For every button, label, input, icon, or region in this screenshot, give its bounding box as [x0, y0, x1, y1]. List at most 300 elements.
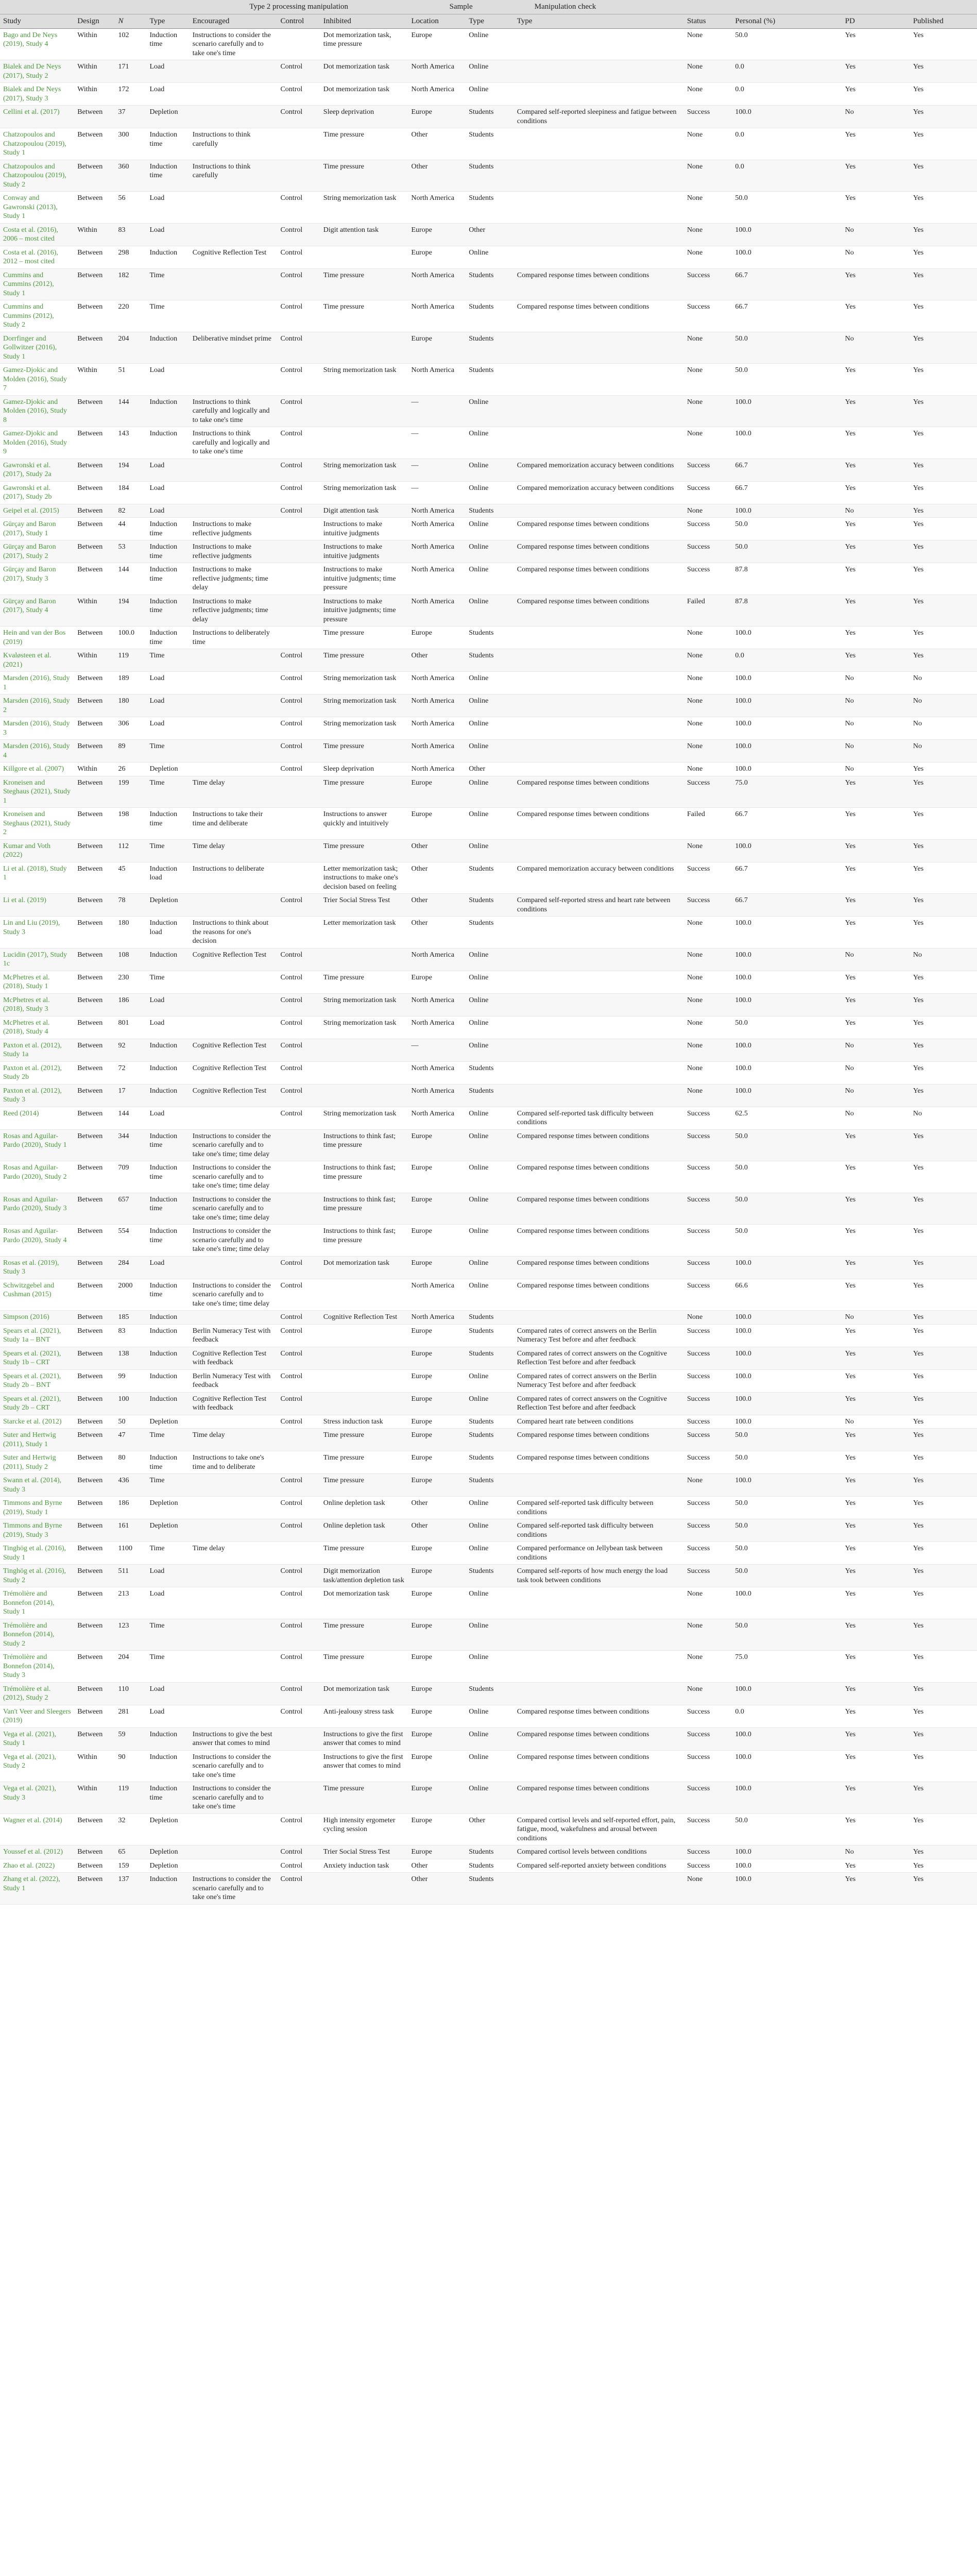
study-cell[interactable]: Zhang et al. (2022), Study 1: [0, 1873, 74, 1905]
n-cell: 44: [115, 518, 147, 540]
col-n: N: [115, 14, 147, 28]
published-cell: Yes: [910, 1565, 977, 1587]
personal-cell: 50.0: [732, 1542, 842, 1565]
design-cell: Between: [74, 894, 115, 917]
type-cell: Time: [146, 1474, 189, 1497]
status-cell: Success: [684, 1129, 732, 1161]
study-cell[interactable]: Timmons and Byrne (2019), Study 1: [0, 1497, 74, 1519]
published-cell: Yes: [910, 1039, 977, 1061]
study-cell[interactable]: McPhetres et al. (2018), Study 4: [0, 1016, 74, 1039]
published-cell: Yes: [910, 60, 977, 83]
check-type-cell: Compared response times between conditions: [514, 1451, 684, 1474]
table-row: [0, 1429, 977, 1451]
personal-cell: 50.0: [732, 1161, 842, 1193]
location-cell: North America: [408, 1279, 466, 1311]
status-cell: Success: [684, 1369, 732, 1392]
encouraged-cell: [190, 459, 278, 481]
n-cell: 1100: [115, 1542, 147, 1565]
pd-cell: Yes: [842, 1651, 910, 1683]
type-cell: Induction time: [146, 595, 189, 626]
table-row: [0, 1727, 977, 1750]
location-cell: North America: [408, 993, 466, 1016]
inhibited-cell: [320, 1873, 408, 1905]
sample-type-cell: Students: [466, 160, 513, 192]
pd-cell: Yes: [842, 192, 910, 224]
location-cell: Europe: [408, 1161, 466, 1193]
table-header: [0, 0, 977, 28]
check-type-cell: Compared response times between conditions: [514, 563, 684, 595]
sample-type-cell: Online: [466, 1225, 513, 1257]
check-type-cell: [514, 1474, 684, 1497]
study-cell[interactable]: Gürçay and Baron (2017), Study 2: [0, 540, 74, 563]
table-row: [0, 1873, 977, 1905]
location-cell: North America: [408, 268, 466, 300]
status-cell: None: [684, 128, 732, 160]
table-row: [0, 1347, 977, 1369]
type-cell: Induction time: [146, 518, 189, 540]
location-cell: Europe: [408, 776, 466, 808]
study-cell[interactable]: Zhao et al. (2022): [0, 1859, 74, 1873]
study-cell[interactable]: Gamez-Djokic and Molden (2016), Study 9: [0, 427, 74, 459]
inhibited-cell: Time pressure: [320, 776, 408, 808]
type-cell: Induction: [146, 1727, 189, 1750]
type-cell: Time: [146, 1429, 189, 1451]
check-type-cell: Compared rates of correct answers on the Berlin Numeracy Test before and after feedback: [514, 1324, 684, 1347]
study-cell[interactable]: Trémolière and Bonnefon (2014), Study 3: [0, 1651, 74, 1683]
encouraged-cell: [190, 364, 278, 396]
control-cell: [277, 1542, 320, 1565]
check-type-cell: Compared response times between conditions: [514, 1225, 684, 1257]
location-cell: Europe: [408, 1193, 466, 1225]
published-cell: Yes: [910, 1256, 977, 1279]
study-cell[interactable]: Vega et al. (2021), Study 1: [0, 1727, 74, 1750]
control-cell: Control: [277, 1519, 320, 1542]
status-cell: Success: [684, 1107, 732, 1129]
pd-cell: Yes: [842, 1129, 910, 1161]
n-cell: 360: [115, 160, 147, 192]
study-cell[interactable]: McPhetres et al. (2018), Study 1: [0, 971, 74, 993]
pd-cell: No: [842, 740, 910, 762]
location-cell: Europe: [408, 1369, 466, 1392]
encouraged-cell: [190, 106, 278, 128]
design-cell: Between: [74, 672, 115, 694]
table-row: [0, 1814, 977, 1845]
personal-cell: 100.0: [732, 246, 842, 268]
type-cell: Induction: [146, 1084, 189, 1107]
n-cell: 108: [115, 948, 147, 971]
design-cell: Between: [74, 1193, 115, 1225]
inhibited-cell: Dot memorization task: [320, 1587, 408, 1619]
col-status: Status: [684, 14, 732, 28]
study-cell[interactable]: Kroneisen and Steghaus (2021), Study 1: [0, 776, 74, 808]
study-cell[interactable]: Paxton et al. (2012), Study 3: [0, 1084, 74, 1107]
type-cell: Induction: [146, 1392, 189, 1415]
study-cell[interactable]: Simpson (2016): [0, 1311, 74, 1325]
status-cell: None: [684, 364, 732, 396]
design-cell: Between: [74, 917, 115, 948]
study-cell[interactable]: Rosas and Aguilar-Pardo (2020), Study 2: [0, 1161, 74, 1193]
design-cell: Within: [74, 1750, 115, 1782]
location-cell: Europe: [408, 808, 466, 840]
study-cell[interactable]: Kroneisen and Steghaus (2021), Study 2: [0, 808, 74, 840]
pd-cell: Yes: [842, 83, 910, 106]
study-cell[interactable]: Marsden (2016), Study 3: [0, 717, 74, 740]
study-cell[interactable]: Vega et al. (2021), Study 3: [0, 1782, 74, 1814]
study-cell[interactable]: Gamez-Djokic and Molden (2016), Study 7: [0, 364, 74, 396]
study-cell[interactable]: Gürçay and Baron (2017), Study 3: [0, 563, 74, 595]
status-cell: None: [684, 694, 732, 717]
study-cell[interactable]: Dorrfinger and Gollwitzer (2016), Study 1: [0, 332, 74, 364]
personal-cell: 100.0: [732, 1727, 842, 1750]
published-cell: Yes: [910, 518, 977, 540]
study-cell[interactable]: Paxton et al. (2012), Study 2b: [0, 1061, 74, 1084]
encouraged-cell: [190, 762, 278, 776]
pd-cell: Yes: [842, 808, 910, 840]
status-cell: None: [684, 60, 732, 83]
published-cell: Yes: [910, 83, 977, 106]
study-cell[interactable]: Youssef et al. (2012): [0, 1845, 74, 1859]
published-cell: Yes: [910, 540, 977, 563]
type-cell: Induction load: [146, 917, 189, 948]
control-cell: Control: [277, 504, 320, 518]
personal-cell: 100.0: [732, 1474, 842, 1497]
study-cell[interactable]: Cummins and Cummins (2012), Study 1: [0, 268, 74, 300]
study-cell[interactable]: Spears et al. (2021), Study 1b – CRT: [0, 1347, 74, 1369]
control-cell: Control: [277, 1705, 320, 1727]
design-cell: Between: [74, 1814, 115, 1845]
study-cell[interactable]: Rosas and Aguilar-Pardo (2020), Study 3: [0, 1193, 74, 1225]
design-cell: Between: [74, 106, 115, 128]
sample-type-cell: Online: [466, 1705, 513, 1727]
check-type-cell: Compared response times between conditions: [514, 776, 684, 808]
study-cell[interactable]: Costa et al. (2016), 2012 – most cited: [0, 246, 74, 268]
pd-cell: No: [842, 332, 910, 364]
sample-type-cell: Students: [466, 894, 513, 917]
control-cell: Control: [277, 1347, 320, 1369]
col-inhibited: Inhibited: [320, 14, 408, 28]
status-cell: None: [684, 1682, 732, 1705]
study-cell[interactable]: Chatzopoulos and Chatzopoulou (2019), Study 1: [0, 128, 74, 160]
published-cell: Yes: [910, 1519, 977, 1542]
n-cell: 2000: [115, 1279, 147, 1311]
n-cell: 171: [115, 60, 147, 83]
published-cell: No: [910, 694, 977, 717]
control-cell: [277, 563, 320, 595]
type-cell: Time: [146, 1542, 189, 1565]
study-cell[interactable]: Suter and Hertwig (2011), Study 1: [0, 1429, 74, 1451]
study-cell[interactable]: Vega et al. (2021), Study 2: [0, 1750, 74, 1782]
check-type-cell: Compared response times between conditions: [514, 540, 684, 563]
location-cell: North America: [408, 518, 466, 540]
table-row: [0, 1565, 977, 1587]
study-cell[interactable]: Killgore et al. (2007): [0, 762, 74, 776]
status-cell: Success: [684, 862, 732, 894]
study-cell[interactable]: Conway and Gawronski (2013), Study 1: [0, 192, 74, 224]
location-cell: Europe: [408, 1619, 466, 1651]
control-cell: [277, 1727, 320, 1750]
location-cell: North America: [408, 504, 466, 518]
encouraged-cell: [190, 971, 278, 993]
table-row: [0, 1193, 977, 1225]
type-cell: Depletion: [146, 1519, 189, 1542]
encouraged-cell: Berlin Numeracy Test with feedback: [190, 1324, 278, 1347]
status-cell: None: [684, 1587, 732, 1619]
status-cell: None: [684, 28, 732, 60]
inhibited-cell: [320, 332, 408, 364]
study-cell[interactable]: Trémolière et al. (2012), Study 2: [0, 1682, 74, 1705]
personal-cell: 50.0: [732, 332, 842, 364]
control-cell: [277, 776, 320, 808]
n-cell: 284: [115, 1256, 147, 1279]
published-cell: Yes: [910, 364, 977, 396]
study-cell[interactable]: Timmons and Byrne (2019), Study 3: [0, 1519, 74, 1542]
check-type-cell: [514, 160, 684, 192]
pd-cell: No: [842, 1845, 910, 1859]
inhibited-cell: String memorization task: [320, 481, 408, 504]
study-cell[interactable]: Tinghög et al. (2016), Study 1: [0, 1542, 74, 1565]
check-type-cell: Compared response times between conditions: [514, 1129, 684, 1161]
study-cell[interactable]: Bialek and De Neys (2017), Study 2: [0, 60, 74, 83]
study-cell[interactable]: Gawronski et al. (2017), Study 2b: [0, 481, 74, 504]
control-cell: Control: [277, 481, 320, 504]
inhibited-cell: Time pressure: [320, 268, 408, 300]
table-row: [0, 1225, 977, 1257]
inhibited-cell: Cognitive Reflection Test: [320, 1311, 408, 1325]
study-cell[interactable]: Gürçay and Baron (2017), Study 4: [0, 595, 74, 626]
study-cell[interactable]: Tinghög et al. (2016), Study 2: [0, 1565, 74, 1587]
status-cell: Success: [684, 300, 732, 332]
encouraged-cell: Time delay: [190, 839, 278, 862]
check-type-cell: [514, 128, 684, 160]
published-cell: Yes: [910, 1727, 977, 1750]
encouraged-cell: Cognitive Reflection Test: [190, 1084, 278, 1107]
status-cell: None: [684, 1084, 732, 1107]
location-cell: Europe: [408, 1415, 466, 1429]
published-cell: Yes: [910, 160, 977, 192]
pd-cell: No: [842, 106, 910, 128]
inhibited-cell: [320, 1061, 408, 1084]
n-cell: 194: [115, 459, 147, 481]
pd-cell: Yes: [842, 1451, 910, 1474]
published-cell: Yes: [910, 28, 977, 60]
control-cell: Control: [277, 1859, 320, 1873]
personal-cell: 100.0: [732, 626, 842, 649]
sample-type-cell: Students: [466, 1451, 513, 1474]
n-cell: 119: [115, 649, 147, 672]
study-cell[interactable]: Geipel et al. (2015): [0, 504, 74, 518]
table-row: [0, 427, 977, 459]
pd-cell: Yes: [842, 1225, 910, 1257]
control-cell: Control: [277, 60, 320, 83]
type-cell: Depletion: [146, 1859, 189, 1873]
study-cell[interactable]: Marsden (2016), Study 1: [0, 672, 74, 694]
study-cell[interactable]: Li et al. (2019): [0, 894, 74, 917]
sample-type-cell: Students: [466, 917, 513, 948]
n-cell: 65: [115, 1845, 147, 1859]
personal-cell: 50.0: [732, 192, 842, 224]
n-cell: 204: [115, 332, 147, 364]
study-cell[interactable]: Swann et al. (2014), Study 3: [0, 1474, 74, 1497]
control-cell: Control: [277, 1279, 320, 1311]
location-cell: North America: [408, 192, 466, 224]
check-type-cell: [514, 1873, 684, 1905]
published-cell: Yes: [910, 971, 977, 993]
type-cell: Induction time: [146, 563, 189, 595]
status-cell: Success: [684, 481, 732, 504]
study-cell[interactable]: Paxton et al. (2012), Study 1a: [0, 1039, 74, 1061]
n-cell: 123: [115, 1619, 147, 1651]
control-cell: [277, 1129, 320, 1161]
control-cell: Control: [277, 223, 320, 246]
design-cell: Between: [74, 1225, 115, 1257]
study-cell[interactable]: Bialek and De Neys (2017), Study 3: [0, 83, 74, 106]
personal-cell: 87.8: [732, 595, 842, 626]
status-cell: None: [684, 332, 732, 364]
sample-type-cell: Online: [466, 948, 513, 971]
location-cell: North America: [408, 694, 466, 717]
study-cell[interactable]: Marsden (2016), Study 2: [0, 694, 74, 717]
study-cell[interactable]: Spears et al. (2021), Study 2b – BNT: [0, 1369, 74, 1392]
n-cell: 554: [115, 1225, 147, 1257]
study-cell[interactable]: Lucidin (2017), Study 1c: [0, 948, 74, 971]
table-row: [0, 894, 977, 917]
type-cell: Depletion: [146, 762, 189, 776]
type-cell: Time: [146, 268, 189, 300]
published-cell: Yes: [910, 332, 977, 364]
personal-cell: 100.0: [732, 1587, 842, 1619]
control-cell: [277, 839, 320, 862]
check-type-cell: Compared heart rate between conditions: [514, 1415, 684, 1429]
table-row: [0, 649, 977, 672]
study-cell[interactable]: Lin and Liu (2019), Study 3: [0, 917, 74, 948]
study-cell[interactable]: Schwitzgebel and Cushman (2015): [0, 1279, 74, 1311]
n-cell: 144: [115, 563, 147, 595]
design-cell: Within: [74, 83, 115, 106]
personal-cell: 50.0: [732, 1429, 842, 1451]
location-cell: North America: [408, 762, 466, 776]
study-cell[interactable]: Li et al. (2018), Study 1: [0, 862, 74, 894]
control-cell: Control: [277, 1311, 320, 1325]
study-cell[interactable]: Costa et al. (2016), 2006 – most cited: [0, 223, 74, 246]
study-cell[interactable]: Gürçay and Baron (2017), Study 1: [0, 518, 74, 540]
study-cell[interactable]: Hein and van der Bos (2019): [0, 626, 74, 649]
design-cell: Between: [74, 1107, 115, 1129]
location-cell: Europe: [408, 1392, 466, 1415]
published-cell: No: [910, 672, 977, 694]
control-cell: [277, 1225, 320, 1257]
location-cell: Other: [408, 917, 466, 948]
study-cell[interactable]: Trémolière and Bonnefon (2014), Study 1: [0, 1587, 74, 1619]
study-cell[interactable]: Van't Veer and Sleegers (2019): [0, 1705, 74, 1727]
inhibited-cell: Trier Social Stress Test: [320, 1845, 408, 1859]
encouraged-cell: [190, 740, 278, 762]
status-cell: None: [684, 971, 732, 993]
encouraged-cell: Berlin Numeracy Test with feedback: [190, 1369, 278, 1392]
personal-cell: 50.0: [732, 364, 842, 396]
published-cell: Yes: [910, 808, 977, 840]
status-cell: Success: [684, 268, 732, 300]
pd-cell: No: [842, 694, 910, 717]
inhibited-cell: Time pressure: [320, 971, 408, 993]
pd-cell: Yes: [842, 563, 910, 595]
table-row: [0, 862, 977, 894]
study-cell[interactable]: Wagner et al. (2014): [0, 1814, 74, 1845]
study-cell[interactable]: Suter and Hertwig (2011), Study 2: [0, 1451, 74, 1474]
study-cell[interactable]: Kumar and Voth (2022): [0, 839, 74, 862]
n-cell: 281: [115, 1705, 147, 1727]
study-cell[interactable]: Rosas et al. (2019), Study 3: [0, 1256, 74, 1279]
table-row: [0, 626, 977, 649]
study-cell[interactable]: Starcke et al. (2012): [0, 1415, 74, 1429]
table-row: [0, 1542, 977, 1565]
n-cell: 83: [115, 223, 147, 246]
table-row: [0, 563, 977, 595]
location-cell: North America: [408, 740, 466, 762]
type-cell: Time: [146, 1651, 189, 1683]
study-cell[interactable]: Cummins and Cummins (2012), Study 2: [0, 300, 74, 332]
control-cell: Control: [277, 993, 320, 1016]
study-cell[interactable]: Cellini et al. (2017): [0, 106, 74, 128]
table-row: [0, 1016, 977, 1039]
study-cell[interactable]: Reed (2014): [0, 1107, 74, 1129]
sample-type-cell: Students: [466, 1873, 513, 1905]
inhibited-cell: Time pressure: [320, 300, 408, 332]
n-cell: 17: [115, 1084, 147, 1107]
type-cell: Induction time: [146, 1129, 189, 1161]
n-cell: 344: [115, 1129, 147, 1161]
type-cell: Load: [146, 672, 189, 694]
control-cell: Control: [277, 672, 320, 694]
encouraged-cell: Instructions to think carefully and logically and to take one's time: [190, 395, 278, 427]
study-cell[interactable]: Spears et al. (2021), Study 1a – BNT: [0, 1324, 74, 1347]
status-cell: Success: [684, 1347, 732, 1369]
study-cell[interactable]: Spears et al. (2021), Study 2b – CRT: [0, 1392, 74, 1415]
study-cell[interactable]: Gamez-Djokic and Molden (2016), Study 8: [0, 395, 74, 427]
n-cell: 144: [115, 395, 147, 427]
study-cell[interactable]: Gawronski et al. (2017), Study 2a: [0, 459, 74, 481]
pd-cell: Yes: [842, 1587, 910, 1619]
sample-type-cell: Other: [466, 762, 513, 776]
study-cell[interactable]: McPhetres et al. (2018), Study 3: [0, 993, 74, 1016]
study-cell[interactable]: Rosas and Aguilar-Pardo (2020), Study 1: [0, 1129, 74, 1161]
study-cell[interactable]: Marsden (2016), Study 4: [0, 740, 74, 762]
inhibited-cell: Time pressure: [320, 1429, 408, 1451]
col-sample-type: Type: [466, 14, 513, 28]
sample-type-cell: Students: [466, 1347, 513, 1369]
sample-type-cell: Online: [466, 1369, 513, 1392]
type-cell: Time: [146, 649, 189, 672]
study-cell[interactable]: Bago and De Neys (2019), Study 4: [0, 28, 74, 60]
sample-type-cell: Online: [466, 595, 513, 626]
study-cell[interactable]: Rosas and Aguilar-Pardo (2020), Study 4: [0, 1225, 74, 1257]
check-type-cell: [514, 740, 684, 762]
study-cell[interactable]: Chatzopoulos and Chatzopoulou (2019), Study 2: [0, 160, 74, 192]
table-row: [0, 459, 977, 481]
study-cell[interactable]: Trémolière and Bonnefon (2014), Study 2: [0, 1619, 74, 1651]
inhibited-cell: Time pressure: [320, 128, 408, 160]
status-cell: None: [684, 993, 732, 1016]
personal-cell: 100.0: [732, 917, 842, 948]
sample-type-cell: Online: [466, 1587, 513, 1619]
published-cell: No: [910, 717, 977, 740]
study-cell[interactable]: Kvaløsteen et al. (2021): [0, 649, 74, 672]
check-type-cell: [514, 694, 684, 717]
type-cell: Time: [146, 776, 189, 808]
encouraged-cell: Instructions to consider the scenario carefully and to take one's time: [190, 1873, 278, 1905]
table-row: [0, 128, 977, 160]
design-cell: Between: [74, 1451, 115, 1474]
personal-cell: 66.7: [732, 808, 842, 840]
